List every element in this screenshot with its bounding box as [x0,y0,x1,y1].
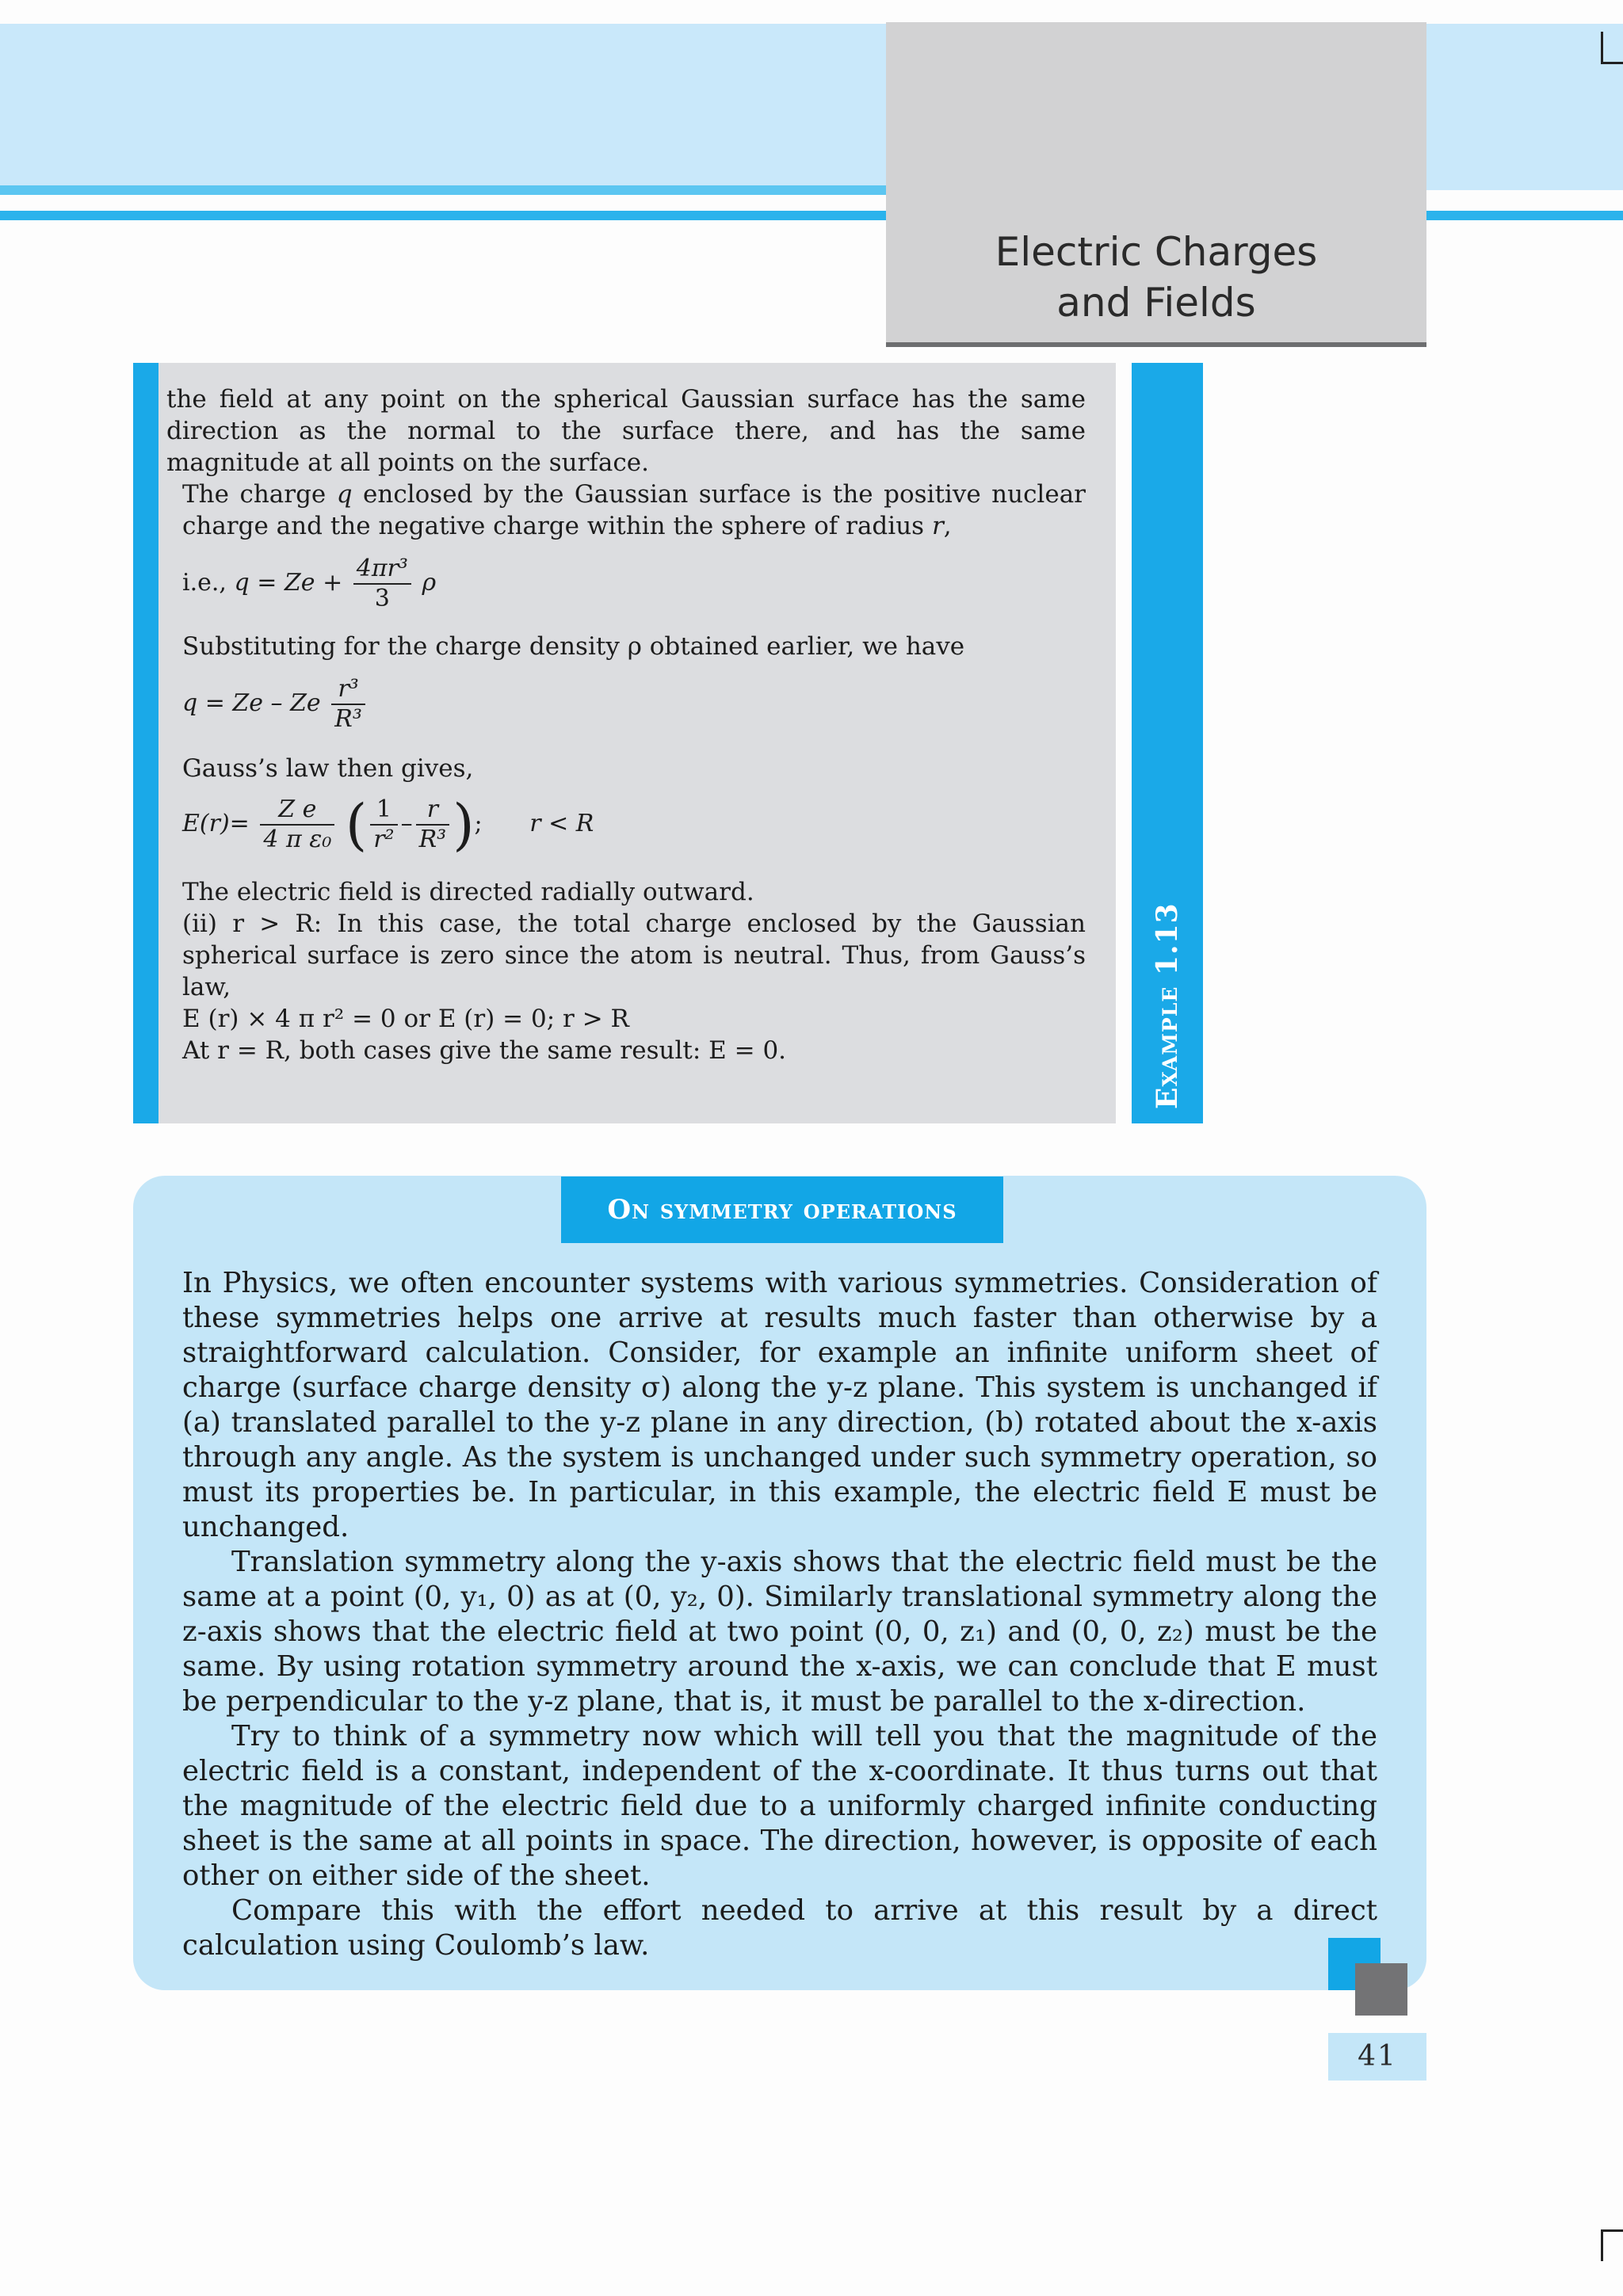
chapter-title-line1: Electric Charges [995,229,1318,275]
eq2-den: R³ [334,705,362,733]
crop-mark-bottom-v [1601,2229,1603,2261]
eq3-num: Z e [260,795,334,826]
crop-mark-top-v [1601,32,1603,62]
eq3-fraction [260,795,334,854]
eq1-rho: ρ [422,569,437,597]
equation-charge-substituted [182,675,369,734]
eq3-condition: r < R [529,810,594,837]
equation-charge [182,555,436,613]
eq3-f2-num: r [416,795,450,826]
symmetry-text [182,1266,1377,1963]
example-para-2 [166,479,1086,542]
symmetry-para-1: In Physics, we often encounter systems with various symmetries. Consideration of these symmetries helps one arrive at results much faster than otherwise by a straightforward calculation. Consider, for example an infinite uniform sheet of charge (surface charge density σ) along the y-z plane. This system is unchanged if (a) translated parallel to the y-z plane in any direction, (b) rotated about the x-axis through any angle. As the system is unchanged under such symmetry operation, so must its properties be. In particular, in this example, the electric field E must be unchanged. [182,1267,1377,1543]
p2-r: r [931,512,944,540]
header-stripe-light [0,185,886,195]
equation-field-outside: E (r) × 4 π r² = 0 or E (r) = 0; r > R [182,1005,629,1033]
eq3-f1-num: 1 [370,795,397,826]
example-para-7: At r = R, both cases give the same result: E = 0. [182,1036,787,1065]
symmetry-para-2: Translation symmetry along the y-axis shows that the electric field must be the same at a point (0, y₁, 0) as at (0, y₂, 0). Similarly translational symmetry along the z-axis shows that the electric field at two point (0, 0, z₁) and (0, 0, z₂) must be the same. By using rotation symmetry around the x-axis, we can conclude that E must be perpendicular to the y-z plane, that is, it must be parallel to the x-direction. [182,1546,1377,1718]
eq1-prefix: i.e., [182,569,227,597]
eq3-den: 4 π ε₀ [263,826,332,853]
eq1-lhs: q = Ze + [234,569,343,597]
equation-field-inside: E(r)= $\frac{\text{Z e}}{\text{4 π ε₀}}$ ( $\frac{1}{\text{r²}}$ – $\frac{r}{\text{R³}}$ ); r < R [182,792,594,857]
chapter-title-line2: and Fields [1056,280,1256,326]
eq3-fraction-1 [370,795,397,854]
p2-text-b: enclosed by the Gaussian surface is the positive nuclear charge and the negative charge within the sphere of radius [182,480,1086,540]
eq1-num: 4πr³ [353,555,411,585]
p2-q: q [336,480,353,509]
example-para-6: (ii) r > R: In this case, the total charge enclosed by the Gaussian spherical surface is zero since the atom is neutral. Thus, from Gauss’s law, [182,910,1086,1001]
eq2-fraction [331,675,365,734]
example-para-5: The electric field is directed radially outward. [182,878,754,906]
example-label: Example 1.13 [1151,902,1184,1109]
example-left-bar [133,363,158,1123]
crop-mark-top-h [1601,62,1623,64]
page-number: 41 [1328,2033,1426,2081]
eq3-f2-den: R³ [418,826,447,853]
p2-text-c: , [943,512,952,540]
eq3-paren-open: ( [345,792,368,857]
example-para-1: the field at any point on the spherical Gaussian surface has the same direction as the normal to the surface there, and has the same magnitude at all points on the surface. [166,385,1086,477]
eq1-den: 3 [374,585,390,612]
symmetry-para-4: Compare this with the effort needed to arrive at this result by a direct calculation using Coulomb’s law. [182,1894,1377,1962]
chapter-title-box [886,22,1426,347]
p2-text-a: The charge [182,480,337,509]
eq1-fraction [353,555,411,613]
symmetry-para-3: Try to think of a symmetry now which will tell you that the magnitude of the electric field is a constant, independent of the x-coordinate. It thus turns out that the magnitude of the electric field due to a uniformly charged infinite conducting sheet is the same at all points in space. The direction, however, is opposite of each other on either side of the sheet. [182,1720,1377,1892]
eq3-paren-close: ) [453,792,475,857]
eq3-fraction-2 [416,795,450,854]
example-para-4: Gauss’s law then gives, [182,754,474,783]
eq2-lhs: q = Ze – Ze [182,689,321,717]
eq3-lhs: E(r)= [182,810,250,837]
symmetry-title: On symmetry operations [561,1177,1003,1243]
example-para-3: Substituting for the charge density ρ obtained earlier, we have [182,632,965,661]
decor-square-grey [1355,1963,1407,2016]
chapter-title [886,227,1426,328]
eq3-f1-den: r² [373,826,395,853]
crop-mark-bottom-h [1601,2229,1623,2232]
eq2-num: r³ [331,675,365,705]
